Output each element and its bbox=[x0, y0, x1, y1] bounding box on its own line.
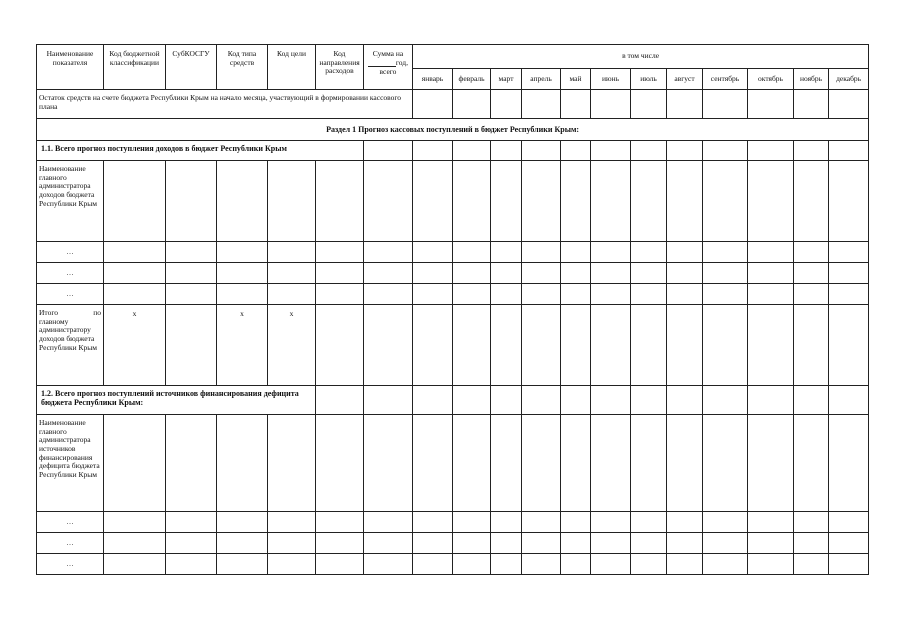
total-rest-text: главному администратору доходов бюджета Республики Крым bbox=[39, 316, 98, 352]
x-mark-fund-type: x bbox=[217, 305, 268, 386]
total-word-po: по bbox=[93, 308, 101, 317]
header-sum-line2: год, bbox=[395, 57, 408, 67]
month-march: март bbox=[491, 69, 522, 90]
ellipsis-cell: … bbox=[37, 242, 104, 263]
ellipsis-row bbox=[37, 263, 869, 284]
ellipsis-row bbox=[37, 512, 869, 533]
revenue-admin-label: Наименование главного администратора доходов бюджета Республики Крым bbox=[37, 161, 104, 242]
ellipsis-cell: … bbox=[37, 284, 104, 305]
balance-label: Остаток средств на счете бюджета Республики Крым на начало месяца, участвующий в формировании кассового плана bbox=[37, 90, 413, 119]
total-word-itogo: Итого bbox=[39, 308, 58, 317]
financing-admin-label: Наименование главного администратора источников финансирования дефицита бюджета Республики Крым bbox=[37, 415, 104, 512]
section1-row bbox=[37, 119, 869, 141]
ellipsis-cell: … bbox=[37, 512, 104, 533]
ellipsis-row bbox=[37, 242, 869, 263]
year-blank-line bbox=[368, 59, 396, 67]
cash-plan-table bbox=[36, 44, 869, 575]
financing-admin-row bbox=[37, 415, 869, 512]
month-january: январь bbox=[413, 69, 453, 90]
header-including: в том числе bbox=[413, 45, 869, 69]
ellipsis-cell: … bbox=[37, 533, 104, 554]
month-july: июль bbox=[631, 69, 667, 90]
month-august: август bbox=[667, 69, 703, 90]
header-sum-line3: всего bbox=[379, 67, 397, 77]
ellipsis-cell: … bbox=[37, 554, 104, 575]
header-sum-line1: Сумма на bbox=[372, 49, 404, 58]
x-mark-target-code: x bbox=[268, 305, 316, 386]
revenue-total-row bbox=[37, 305, 869, 386]
month-june: июнь bbox=[591, 69, 631, 90]
subsection-1-1-row bbox=[37, 141, 869, 161]
month-may: май bbox=[561, 69, 591, 90]
header-expense-direction-code: Код направления расходов bbox=[316, 45, 364, 90]
subsection-1-1-title: 1.1. Всего прогноз поступления доходов в бюджет Республики Крым bbox=[37, 141, 364, 161]
month-october: октябрь bbox=[748, 69, 794, 90]
header-budget-code: Код бюджетной классификации bbox=[104, 45, 166, 90]
header-annual-sum bbox=[364, 45, 413, 90]
ellipsis-cell: … bbox=[37, 263, 104, 284]
subsection-1-2-title: 1.2. Всего прогноз поступлений источников финансирования дефицита бюджета Республики Крым: bbox=[37, 386, 316, 415]
month-february: февраль bbox=[453, 69, 491, 90]
header-subkosgu: СубКОСГУ bbox=[166, 45, 217, 90]
subsection-1-2-row bbox=[37, 386, 869, 415]
cash-plan-form bbox=[36, 44, 869, 575]
month-april: апрель bbox=[522, 69, 561, 90]
x-mark-budget-code: x bbox=[104, 305, 166, 386]
balance-row bbox=[37, 90, 869, 119]
header-indicator-name: Наименование показателя bbox=[37, 45, 104, 90]
month-december: декабрь bbox=[829, 69, 869, 90]
header-fund-type-code: Код типа средств bbox=[217, 45, 268, 90]
section1-title: Раздел 1 Прогноз кассовых поступлений в бюджет Республики Крым: bbox=[37, 119, 869, 141]
month-september: сентябрь bbox=[703, 69, 748, 90]
ellipsis-row bbox=[37, 554, 869, 575]
header-target-code: Код цели bbox=[268, 45, 316, 90]
revenue-total-label bbox=[37, 305, 104, 386]
ellipsis-row bbox=[37, 533, 869, 554]
month-november: ноябрь bbox=[794, 69, 829, 90]
revenue-admin-row bbox=[37, 161, 869, 242]
ellipsis-row bbox=[37, 284, 869, 305]
